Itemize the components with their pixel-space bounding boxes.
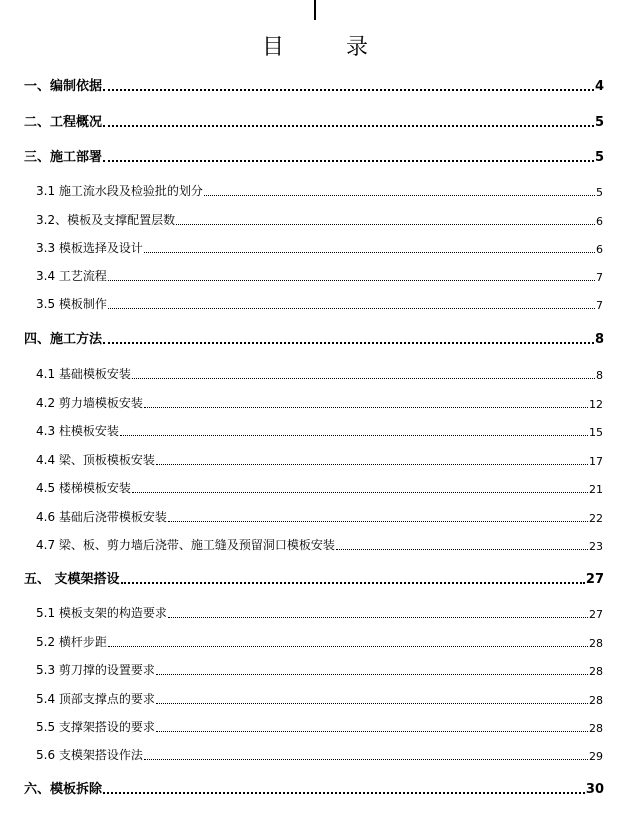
toc-entry[interactable]: [36, 236, 603, 256]
toc-entry[interactable]: [36, 362, 603, 382]
dot-leader: [176, 224, 595, 225]
toc-entry-page: 23: [589, 540, 603, 553]
dot-leader: [144, 759, 588, 760]
toc-entry[interactable]: [24, 567, 604, 587]
toc-entry-page: 5: [594, 150, 604, 165]
dot-leader: [156, 674, 588, 675]
toc-entry-page: 28: [589, 694, 603, 707]
toc-entry-label: 4.2 剪力墙模板安装: [36, 396, 143, 410]
toc-entry-label: 4.7 梁、板、剪力墙后浇带、施工缝及预留洞口模板安装: [36, 538, 335, 552]
toc-entry[interactable]: [36, 743, 603, 763]
toc-entry-page: 6: [596, 215, 603, 228]
toc-entry-label: 4.6 基础后浇带模板安装: [36, 510, 167, 524]
toc-entry[interactable]: [36, 533, 603, 553]
dot-leader: [144, 252, 595, 253]
toc-entry-page: 28: [589, 665, 603, 678]
toc-entry[interactable]: [36, 630, 603, 650]
dot-leader: [121, 582, 585, 584]
dot-leader: [156, 464, 588, 465]
toc-entry-label: 5.6 支模架搭设作法: [36, 748, 143, 762]
dot-leader: [108, 646, 588, 647]
dot-leader: [132, 378, 595, 379]
toc-entry-label: 三、施工部署: [24, 150, 103, 165]
toc-entry[interactable]: [36, 292, 603, 312]
toc-entry[interactable]: [36, 715, 603, 735]
toc-entry[interactable]: [24, 777, 604, 797]
toc-entry-page: 7: [596, 271, 603, 284]
toc-entry-page: 22: [589, 512, 603, 525]
toc-entry-page: 7: [596, 299, 603, 312]
toc-entry[interactable]: [24, 110, 604, 130]
toc-entry-label: 3.2、模板及支撑配置层数: [36, 213, 176, 227]
toc-entry-label: 4.5 楼梯模板安装: [36, 481, 131, 495]
toc-entry-label: 3.5 模板制作: [36, 297, 107, 311]
dot-leader: [204, 195, 595, 196]
toc-entry-page: 28: [589, 722, 603, 735]
toc-entry[interactable]: [36, 448, 603, 468]
dot-leader: [156, 703, 588, 704]
dot-leader: [132, 492, 588, 493]
toc-entry-label: 5.3 剪刀撑的设置要求: [36, 663, 155, 677]
toc-entry[interactable]: [24, 145, 604, 165]
toc-entry-label: 五、 支模架搭设: [24, 572, 120, 587]
toc-entry[interactable]: [24, 74, 604, 94]
toc-entry[interactable]: [36, 264, 603, 284]
toc-entry-page: 15: [589, 426, 603, 439]
toc-entry-page: 8: [594, 332, 604, 347]
toc-entry-label: 3.4 工艺流程: [36, 269, 107, 283]
toc-entry-page: 6: [596, 243, 603, 256]
toc-entry[interactable]: [36, 419, 603, 439]
dot-leader: [103, 160, 594, 162]
dot-leader: [108, 280, 595, 281]
dot-leader: [103, 792, 585, 794]
toc-entry-page: 27: [585, 572, 604, 587]
toc-entry-page: 21: [589, 483, 603, 496]
toc-entry-page: 27: [589, 608, 603, 621]
dot-leader: [168, 521, 588, 522]
toc-entry-label: 5.1 模板支架的构造要求: [36, 606, 167, 620]
toc-entry-page: 5: [594, 115, 604, 130]
toc-entry[interactable]: [36, 687, 603, 707]
toc-entry-page: 5: [596, 186, 603, 199]
toc-entry-page: 8: [596, 369, 603, 382]
toc-entry-label: 二、工程概况: [24, 115, 103, 130]
toc-entry[interactable]: [24, 327, 604, 347]
dot-leader: [336, 549, 588, 550]
toc-entry-label: 4.4 梁、顶板模板安装: [36, 453, 155, 467]
dot-leader: [103, 125, 594, 127]
toc-entry-label: 六、模板拆除: [24, 782, 103, 797]
toc-entry[interactable]: [36, 179, 603, 199]
toc-entry-page: 28: [589, 637, 603, 650]
toc-entry-label: 4.1 基础模板安装: [36, 367, 131, 381]
toc-entry-label: 4.3 柱模板安装: [36, 424, 119, 438]
page-title: 目 录: [261, 35, 388, 60]
dot-leader: [156, 731, 588, 732]
toc-entry[interactable]: [36, 391, 603, 411]
toc-entry[interactable]: [36, 208, 603, 228]
toc-entry[interactable]: [36, 476, 603, 496]
toc-entry-page: 29: [589, 750, 603, 763]
toc-entry[interactable]: [36, 601, 603, 621]
dot-leader: [168, 617, 588, 618]
toc-entry-label: 四、施工方法: [24, 332, 103, 347]
dot-leader: [120, 435, 588, 436]
toc-entry-page: 12: [589, 398, 603, 411]
toc-entry-label: 5.2 横杆步距: [36, 635, 107, 649]
toc-entry-page: 17: [589, 455, 603, 468]
toc-entry[interactable]: [36, 658, 603, 678]
toc-entry[interactable]: [36, 505, 603, 525]
toc-entry-label: 一、编制依据: [24, 79, 103, 94]
dot-leader: [144, 407, 588, 408]
dot-leader: [103, 89, 594, 91]
toc-entry-label: 3.1 施工流水段及检验批的划分: [36, 184, 203, 198]
toc-entry-page: 30: [585, 782, 604, 797]
toc-entry-label: 3.3 模板选择及设计: [36, 241, 143, 255]
toc-entry-label: 5.4 顶部支撑点的要求: [36, 692, 155, 706]
toc-entry-page: 4: [594, 79, 604, 94]
toc-entry-label: 5.5 支撑架搭设的要求: [36, 720, 155, 734]
dot-leader: [103, 342, 594, 344]
dot-leader: [108, 308, 595, 309]
